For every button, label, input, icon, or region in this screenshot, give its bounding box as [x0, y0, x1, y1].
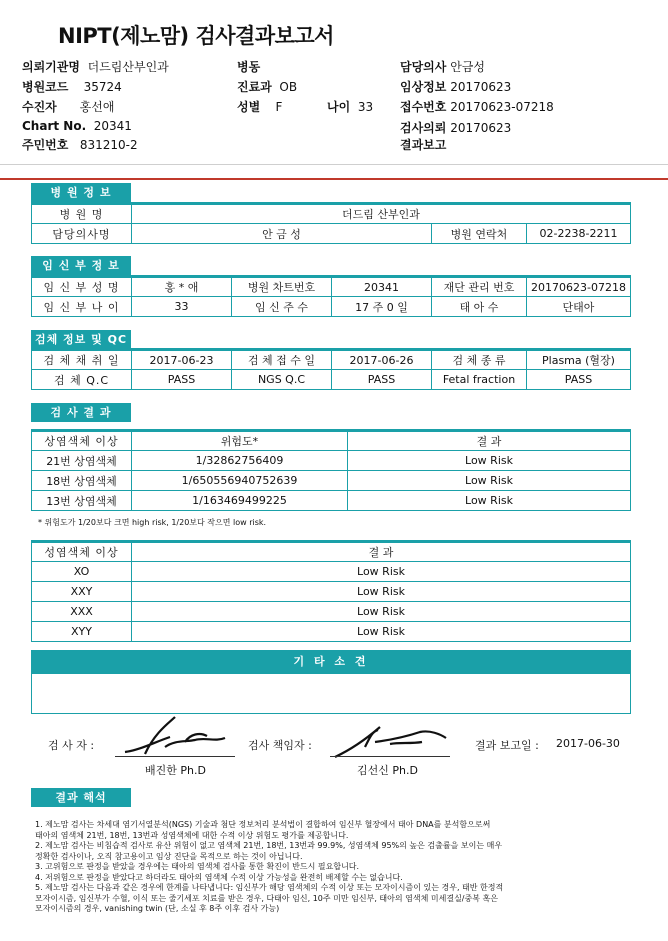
- value: 20170623-07218: [527, 277, 631, 297]
- row-name: XXX: [32, 602, 132, 622]
- value: PASS: [332, 370, 432, 390]
- interp-line: 1. 제노맘 검사는 차세대 염기서열분석(NGS) 기술과 첨단 정보처리 분석법이 결합하여 임신부 혈장에서 태아 DNA를 분석함으로써: [35, 820, 491, 829]
- patient-field: 수진자 홍선애: [22, 100, 115, 114]
- value: 홍 * 애: [132, 277, 232, 297]
- label: Fetal fraction: [432, 370, 527, 390]
- patient-info-table: [31, 275, 631, 317]
- column-header: 결 과: [132, 542, 631, 562]
- column-header: 결 과: [348, 431, 631, 451]
- chart-field: Chart No. 20341: [22, 119, 132, 133]
- row-result: Low Risk: [132, 602, 631, 622]
- interp-line: 모자이시즘, 임신부가 수혈, 이식 또는 줄기세포 치료를 받은 경우, 다태아 임신, 10주 미만 임신부, 태아의 염색체 미세결실/중복 혹은: [35, 893, 498, 903]
- hospital-info-table: [31, 202, 631, 244]
- table-row: [32, 602, 631, 622]
- etc-content: [31, 674, 631, 714]
- value: 2017-06-26: [332, 350, 432, 370]
- label: 임 신 주 수: [232, 297, 332, 317]
- chief-name: 김선신 Ph.D: [357, 764, 418, 777]
- value: PASS: [132, 370, 232, 390]
- row-risk: 1/650556940752639: [132, 471, 348, 491]
- interp-line: 정확한 검사이나, 오직 참고용이고 임상 진단을 목적으로 하는 것이 아닙니다.: [35, 851, 303, 861]
- specimen-table: [31, 348, 631, 390]
- hospital-field: 의뢰기관명 더드림산부인과: [22, 60, 169, 74]
- row-name: XO: [32, 562, 132, 582]
- value: 02-2238-2211: [527, 224, 631, 244]
- table-row: [32, 622, 631, 642]
- risk-note: * 위험도가 1/20보다 크면 high risk, 1/20보다 작으면 low risk.: [38, 518, 267, 527]
- divider: [0, 178, 668, 180]
- value: Plasma (혈장): [527, 350, 631, 370]
- row-name: 18번 상염색체: [32, 471, 132, 491]
- code-field: 병원코드 35724: [22, 80, 122, 94]
- chief-sign-line: [330, 756, 450, 757]
- autosome-table: [31, 429, 631, 511]
- row-result: Low Risk: [348, 451, 631, 471]
- row-name: XYY: [32, 622, 132, 642]
- table-row: [32, 562, 631, 582]
- interpretation-text: [35, 820, 595, 915]
- sex-field: 성별 F: [237, 100, 283, 114]
- label: 태 아 수: [432, 297, 527, 317]
- row-result: Low Risk: [132, 582, 631, 602]
- interp-line: 3. 고위험으로 판정을 받았을 경우에는 태아의 염색체 검사를 통한 확진이 반드시 필요합니다.: [35, 862, 360, 871]
- section-results: 검 사 결 과: [31, 403, 131, 422]
- row-result: Low Risk: [348, 471, 631, 491]
- value: 단태아: [527, 297, 631, 317]
- interp-line: 2. 제노맘 검사는 비침습적 검사로 유산 위험이 없고 염색체 21번, 18번, 13번과 99.9%, 성염색체 95%의 높은 검출률을 보이는 매우: [35, 841, 503, 850]
- report-date-label: 결과 보고일 :: [475, 739, 539, 752]
- request-field: 검사의뢰 20170623: [400, 121, 512, 135]
- interp-line: 4. 저위험으로 판정을 받았다고 하더라도 태아의 염색체 수적 이상 가능성을 완전히 배제할 수는 없습니다.: [35, 872, 403, 882]
- ward-field: 병동: [237, 60, 261, 74]
- chief-signature: [330, 712, 450, 762]
- table-row: [32, 471, 631, 491]
- row-name: XXY: [32, 582, 132, 602]
- label: 임 신 부 나 이: [32, 297, 132, 317]
- label: 검 체 접 수 일: [232, 350, 332, 370]
- row-risk: 1/163469499225: [132, 491, 348, 511]
- report-date: 2017-06-30: [556, 737, 620, 750]
- sex-chromosome-table: [31, 540, 631, 642]
- interp-line: 태아의 염색체 21번, 18번, 13번과 성염색체에 대한 수적 이상 위험도 평가를 제공합니다.: [35, 830, 349, 840]
- value: 33: [132, 297, 232, 317]
- report-field: 결과보고: [400, 138, 447, 152]
- value: 더드림 산부인과: [132, 204, 631, 224]
- tester-signature: [115, 712, 235, 762]
- receipt-field: 접수번호 20170623-07218: [400, 100, 554, 114]
- label: 병원 연락처: [432, 224, 527, 244]
- row-result: Low Risk: [132, 562, 631, 582]
- value: 17 주 0 일: [332, 297, 432, 317]
- chief-label: 검사 책임자 :: [248, 739, 312, 752]
- row-name: 13번 상염색체: [32, 491, 132, 511]
- label: 검 체 채 취 일: [32, 350, 132, 370]
- column-header: 위험도*: [132, 431, 348, 451]
- row-risk: 1/32862756409: [132, 451, 348, 471]
- value: 2017-06-23: [132, 350, 232, 370]
- label: 병원 차트번호: [232, 277, 332, 297]
- tester-name: 배진한 Ph.D: [145, 764, 206, 777]
- row-result: Low Risk: [132, 622, 631, 642]
- label: 담당의사명: [32, 224, 132, 244]
- interp-line: 5. 제노맘 검사는 다음과 같은 경우에 한계를 나타냅니다: 임신부가 해당 염색체의 수적 이상 또는 모자이시즘이 있는 경우, 태반 한정적: [35, 883, 504, 892]
- page-title: NIPT(제노맘) 검사결과보고서: [58, 24, 334, 48]
- tester-sign-line: [115, 756, 235, 757]
- section-patient-info: 임 신 부 정 보: [31, 256, 131, 275]
- value: 20341: [332, 277, 432, 297]
- label: 검 체 종 류: [432, 350, 527, 370]
- column-header: 상염색체 이상: [32, 431, 132, 451]
- section-interpretation: 결과 해석: [31, 788, 131, 807]
- dept-field: 진료과 OB: [237, 80, 298, 94]
- age-field: 나이 33: [327, 100, 374, 114]
- interp-line: 모자이시즘의 경우, vanishing twin (단, 소실 후 8주 이후 검사 가능): [35, 904, 280, 913]
- table-row: [32, 451, 631, 471]
- clinical-field: 임상정보 20170623: [400, 80, 512, 94]
- value: PASS: [527, 370, 631, 390]
- section-hospital-info: 병 원 정 보: [31, 183, 131, 202]
- row-name: 21번 상염색체: [32, 451, 132, 471]
- section-specimen: 검체 정보 및 QC: [31, 330, 131, 349]
- value: 안 금 성: [132, 224, 432, 244]
- section-etc: 기 타 소 견: [31, 650, 631, 674]
- table-row: [32, 582, 631, 602]
- report-header: [0, 0, 668, 165]
- table-row: [32, 491, 631, 511]
- label: 병 원 명: [32, 204, 132, 224]
- doctor-field: 담당의사 안금성: [400, 60, 485, 74]
- column-header: 성염색체 이상: [32, 542, 132, 562]
- tester-label: 검 사 자 :: [48, 739, 95, 752]
- rrn-field: 주민번호 831210-2: [22, 138, 138, 152]
- label: NGS Q.C: [232, 370, 332, 390]
- label: 임 신 부 성 명: [32, 277, 132, 297]
- row-result: Low Risk: [348, 491, 631, 511]
- label: 재단 관리 번호: [432, 277, 527, 297]
- label: 검 체 Q.C: [32, 370, 132, 390]
